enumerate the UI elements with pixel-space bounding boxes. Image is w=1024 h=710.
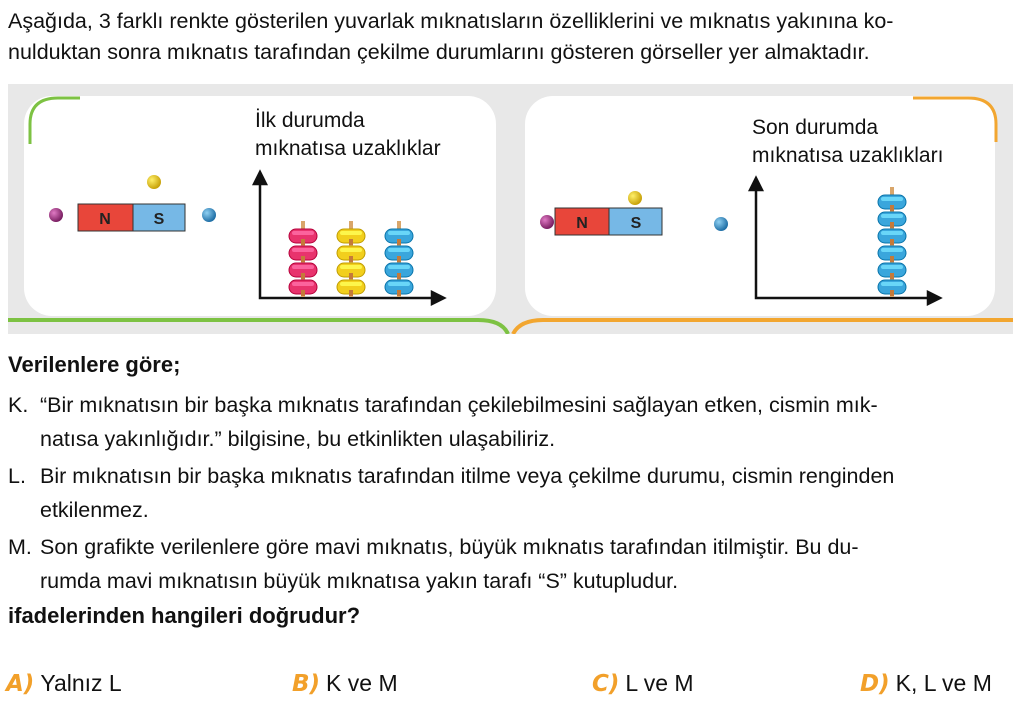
statement-m-line-1: Son grafikte verilenlere göre mavi mıknatıs, büyük mıknatıs tarafından itilmiştir. Bu du- — [40, 535, 859, 559]
magnet-n-label: N — [99, 211, 111, 228]
intro-line-1: Aşağıda, 3 farklı renkte gösterilen yuvarlak mıknatısların özelliklerini ve mıknatıs yakınına ko- — [8, 9, 894, 33]
statement-m-label: M. — [8, 535, 32, 559]
statement-m — [8, 530, 1013, 598]
blue-stack-final-peg — [890, 256, 894, 262]
statement-l-label: L. — [8, 464, 26, 488]
blue-ball — [202, 208, 216, 222]
option-a[interactable] — [6, 670, 122, 697]
option-a-text: Yalnız L — [40, 670, 122, 696]
blue-stack-final — [878, 187, 906, 297]
option-c[interactable] — [592, 670, 694, 697]
right-panel-title-line-1: Son durumda — [752, 116, 879, 139]
purple-ball — [49, 208, 63, 222]
magnet-n-label-2: N — [576, 215, 588, 232]
blue-stack-final-ring-highlight — [881, 265, 903, 269]
blue-stack-peg — [397, 239, 401, 245]
statement-k-line-2: natısa yakınlığıdır.” bilgisine, bu etkinlikten ulaşabiliriz. — [40, 427, 556, 451]
option-c-letter: C) — [592, 671, 620, 697]
yellow-stack-ring-highlight — [340, 282, 362, 286]
blue-stack-peg — [397, 290, 401, 296]
blue-stack-final-ring-highlight — [881, 214, 903, 218]
option-d[interactable] — [860, 670, 992, 697]
yellow-stack-ring-highlight — [340, 265, 362, 269]
yellow-stack-ring-highlight — [340, 231, 362, 235]
pink-stack-peg — [301, 256, 305, 262]
figure-canvas — [8, 84, 1013, 334]
pink-stack-peg — [301, 290, 305, 296]
question-text: ifadelerinden hangileri doğrudur? — [8, 603, 361, 628]
statement-l-line-2: etkilenmez. — [40, 498, 149, 522]
yellow-ball-attached — [628, 191, 642, 205]
blue-stack-final-ring-highlight — [881, 282, 903, 286]
section-heading: Verilenlere göre; — [8, 352, 181, 377]
statement-l — [8, 459, 1013, 527]
option-b[interactable] — [292, 670, 398, 697]
magnet-s-label-2: S — [630, 215, 642, 232]
pink-stack-ring-highlight — [292, 265, 314, 269]
blue-stack — [385, 221, 413, 297]
yellow-stack-peg — [349, 239, 353, 245]
right-panel-title-line-2: mıknatısa uzaklıkları — [752, 144, 944, 167]
blue-ball-far — [714, 217, 728, 231]
blue-stack-ring-highlight — [388, 248, 410, 252]
yellow-stack-peg — [349, 256, 353, 262]
statement-m-line-2: rumda mavi mıknatısın büyük mıknatısa yakın tarafı “S” kutupludur. — [40, 569, 679, 593]
blue-stack-final-peg — [890, 273, 894, 279]
statement-l-line-1: Bir mıknatısın bir başka mıknatıs tarafından itilme veya çekilme durumu, cismin renginden — [40, 464, 895, 488]
left-chart-stacks — [289, 221, 413, 297]
statement-k-line-1: “Bir mıknatısın bir başka mıknatıs tarafından çekilebilmesini sağlayan etken, cismin mık- — [40, 393, 878, 417]
blue-stack-ring-highlight — [388, 282, 410, 286]
right-chart-stacks — [878, 187, 906, 297]
blue-stack-peg — [397, 273, 401, 279]
magnet-figure — [8, 84, 1013, 334]
statement-k — [8, 388, 1013, 456]
yellow-stack — [337, 221, 365, 297]
blue-stack-peg — [397, 256, 401, 262]
option-b-letter: B) — [292, 671, 321, 697]
pink-stack — [289, 221, 317, 297]
option-d-letter: D) — [860, 671, 890, 697]
pink-stack-ring-highlight — [292, 282, 314, 286]
pink-stack-peg — [301, 273, 305, 279]
option-d-text: K, L ve M — [895, 670, 992, 696]
option-c-text: L ve M — [625, 670, 694, 696]
yellow-stack-ring-highlight — [340, 248, 362, 252]
left-panel-title-line-2: mıknatısa uzaklıklar — [255, 137, 441, 160]
purple-ball-attached — [540, 215, 554, 229]
option-a-letter: A) — [6, 671, 35, 697]
pink-stack-ring-highlight — [292, 248, 314, 252]
pink-stack-peg — [301, 239, 305, 245]
yellow-stack-peg — [349, 273, 353, 279]
intro-text — [8, 6, 1008, 68]
blue-stack-final-ring-highlight — [881, 197, 903, 201]
pink-stack-ring-highlight — [292, 231, 314, 235]
intro-line-2: nulduktan sonra mıknatıs tarafından çekilme durumlarını gösteren görseller yer almaktadır. — [8, 40, 870, 64]
blue-stack-final-ring-highlight — [881, 248, 903, 252]
blue-stack-final-peg — [890, 222, 894, 228]
yellow-stack-peg — [349, 290, 353, 296]
yellow-ball — [147, 175, 161, 189]
blue-stack-final-peg — [890, 205, 894, 211]
blue-stack-final-peg — [890, 239, 894, 245]
option-b-text: K ve M — [326, 670, 398, 696]
blue-stack-ring-highlight — [388, 231, 410, 235]
blue-stack-final-peg — [890, 290, 894, 296]
magnet-s-label: S — [153, 211, 165, 228]
statement-k-label: K. — [8, 393, 29, 417]
blue-stack-final-ring-highlight — [881, 231, 903, 235]
left-panel-title-line-1: İlk durumda — [255, 109, 365, 132]
blue-stack-ring-highlight — [388, 265, 410, 269]
